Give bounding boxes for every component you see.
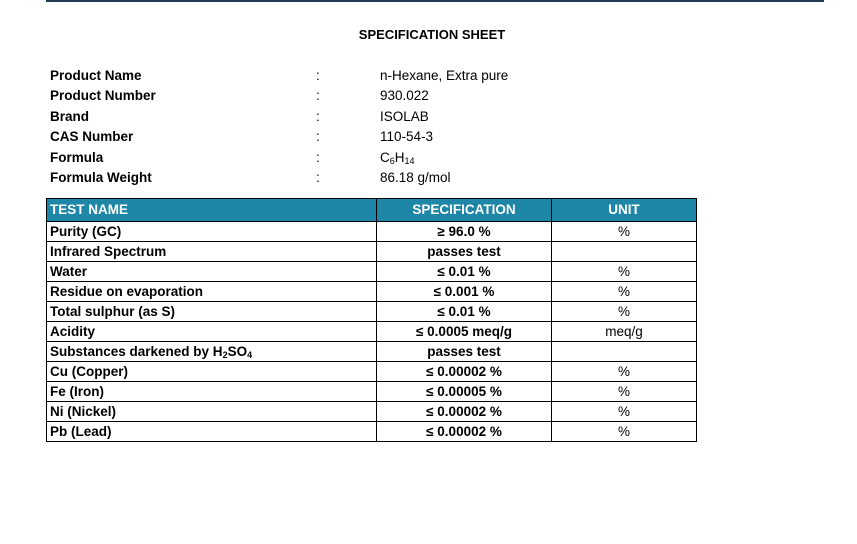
info-value: n-Hexane, Extra pure	[380, 68, 509, 83]
formula-value	[380, 150, 415, 165]
formula-subscript-h: 14	[404, 155, 415, 166]
info-value: 86.18 g/mol	[380, 169, 451, 185]
info-label: Product Number	[50, 88, 156, 104]
specification-cell: ≥ 96.0 %	[377, 222, 552, 242]
header-unit: UNIT	[552, 199, 697, 222]
header-specification: SPECIFICATION	[377, 199, 552, 222]
test-name-cell: Ni (Nickel)	[47, 402, 377, 422]
info-colon: :	[316, 129, 320, 145]
unit-cell: %	[552, 282, 697, 302]
specification-cell: ≤ 0.00005 %	[377, 382, 552, 402]
formula-subscript-c: 6	[389, 155, 395, 166]
specification-cell: ≤ 0.00002 %	[377, 402, 552, 422]
info-value: ISOLAB	[380, 108, 429, 124]
table-header-row	[47, 199, 697, 222]
specification-cell: ≤ 0.001 %	[377, 282, 552, 302]
specification-cell: ≤ 0.00002 %	[377, 422, 552, 442]
info-label: Formula Weight	[50, 169, 152, 185]
formula-element-c: C	[380, 149, 390, 165]
test-name-cell: Water	[47, 262, 377, 282]
table-row	[47, 262, 697, 282]
info-colon: :	[316, 149, 320, 165]
header-test-name: TEST NAME	[47, 199, 377, 222]
formula-element-h: H	[394, 149, 405, 165]
info-label: Product Name	[50, 68, 142, 83]
specification-cell: ≤ 0.00002 %	[377, 362, 552, 382]
test-name-cell: Fe (Iron)	[47, 382, 377, 402]
unit-cell: %	[552, 382, 697, 402]
unit-cell: %	[552, 362, 697, 382]
table-row	[47, 382, 697, 402]
info-colon: :	[316, 108, 320, 124]
unit-cell	[552, 242, 697, 262]
page-title: SPECIFICATION SHEET	[358, 27, 506, 42]
test-name-cell: Residue on evaporation	[47, 282, 377, 302]
table-row	[47, 282, 697, 302]
test-name-text: Substances darkened by H	[50, 343, 223, 359]
table-row	[47, 362, 697, 382]
specification-cell: ≤ 0.01 %	[377, 262, 552, 282]
unit-cell	[552, 342, 697, 362]
specification-cell: passes test	[377, 342, 552, 362]
table-row	[47, 322, 697, 342]
table-row	[47, 342, 697, 362]
unit-cell: %	[552, 402, 697, 422]
test-name-subscript: 2	[222, 349, 228, 360]
info-label: Formula	[50, 149, 104, 165]
specification-cell: ≤ 0.01 %	[377, 302, 552, 322]
info-colon: :	[316, 88, 320, 104]
table-row	[47, 422, 697, 442]
table-row	[47, 302, 697, 322]
info-colon: :	[316, 169, 320, 185]
test-name-text: SO	[227, 343, 248, 359]
info-label: CAS Number	[50, 129, 134, 145]
unit-cell: %	[552, 422, 697, 442]
test-name-cell	[47, 342, 377, 362]
unit-cell: %	[552, 222, 697, 242]
test-name-subscript: 4	[247, 349, 253, 360]
unit-cell: %	[552, 262, 697, 282]
table-row	[47, 402, 697, 422]
test-name-cell: Total sulphur (as S)	[47, 302, 377, 322]
specification-cell: ≤ 0.0005 meq/g	[377, 322, 552, 342]
specification-cell: passes test	[377, 242, 552, 262]
unit-cell: %	[552, 302, 697, 322]
info-value: 930.022	[380, 88, 429, 104]
test-name-cell: Purity (GC)	[47, 222, 377, 242]
unit-cell: meq/g	[552, 322, 697, 342]
table-row	[47, 222, 697, 242]
test-name-cell: Cu (Copper)	[47, 362, 377, 382]
table-row	[47, 242, 697, 262]
test-name-cell: Infrared Spectrum	[47, 242, 377, 262]
info-value: 110-54-3	[380, 129, 434, 145]
specification-table	[46, 198, 697, 442]
info-colon: :	[316, 68, 320, 83]
test-name-cell: Acidity	[47, 322, 377, 342]
top-divider	[46, 0, 824, 2]
test-name-cell: Pb (Lead)	[47, 422, 377, 442]
info-label: Brand	[50, 108, 90, 124]
